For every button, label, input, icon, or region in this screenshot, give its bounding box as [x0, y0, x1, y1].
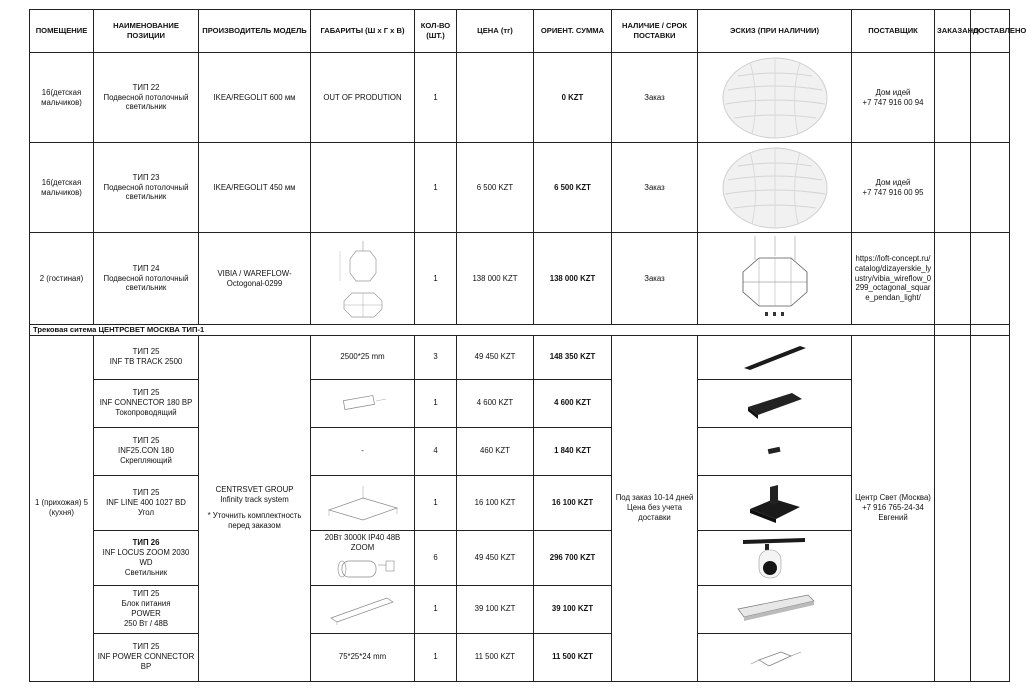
sum-cell: 11 500 KZT [534, 633, 612, 681]
avail-note: Цена без учета доставки [626, 503, 683, 523]
sketch-cell [698, 233, 852, 325]
sum-cell: 138 000 KZT [534, 233, 612, 325]
name-cell [94, 379, 199, 427]
col-avail: НАЛИЧИЕ / СРОК ПОСТАВКИ [612, 10, 698, 53]
avail-cell: Заказ [612, 53, 698, 143]
supplier-cell[interactable]: https://loft-concept.ru/catalog/dizayerskie_lyustry/vibia_wireflow_0299_octagonal_square_pendan_light/ [852, 233, 935, 325]
table-row [30, 335, 1010, 379]
name-cell [94, 530, 199, 585]
octagonal-pendant-icon [725, 236, 825, 322]
paper-lamp-icon [720, 146, 830, 230]
supplier-name: Центр Свет (Москва) [855, 493, 931, 503]
type-label: ТИП 25 [132, 589, 160, 599]
price-cell: 6 500 KZT [457, 143, 534, 233]
qty-cell: 1 [415, 233, 457, 325]
delivered-cell [971, 233, 1010, 325]
connector-drawing-icon [336, 391, 390, 415]
track-model-cell [199, 335, 311, 681]
col-name: НАИМЕНОВАНИЕ ПОЗИЦИИ [94, 10, 199, 53]
supplier-contact: Евгений [878, 513, 908, 523]
dims-cell: 2500*25 mm [311, 335, 415, 379]
col-sketch: ЭСКИЗ (ПРИ НАЛИЧИИ) [698, 10, 852, 53]
supplier-phone: +7 747 916 00 94 [862, 97, 924, 107]
dims-cell: 75*25*24 mm [311, 633, 415, 681]
qty-cell: 3 [415, 335, 457, 379]
room-cell: 16(детская мальчиков) [30, 53, 94, 143]
table-row [30, 233, 1010, 325]
price-cell: 49 450 KZT [457, 530, 534, 585]
sketch-cell [698, 143, 852, 233]
col-dims: ГАБАРИТЫ (Ш х Г х В) [311, 10, 415, 53]
sum-cell: 0 KZT [534, 53, 612, 143]
price-cell: 39 100 KZT [457, 585, 534, 633]
col-delivered: ДОСТАВЛЕНО [971, 10, 1010, 53]
qty-cell: 1 [415, 475, 457, 530]
delivered-cell [971, 335, 1010, 681]
table-row [30, 53, 1010, 143]
type-label: ТИП 25 [132, 642, 160, 652]
connector-icon [740, 385, 810, 421]
sum-cell: 148 350 KZT [534, 335, 612, 379]
model-cell: IKEA/REGOLIT 450 мм [199, 143, 311, 233]
corner-connector-icon [740, 481, 810, 525]
avail-cell: Заказ [612, 143, 698, 233]
type-label: ТИП 22 [132, 82, 160, 92]
supplier-name: Дом идей [875, 87, 911, 97]
corner-drawing-icon [323, 482, 403, 524]
supplier-phone: +7 747 916 00 95 [862, 187, 924, 197]
col-qty: КОЛ-ВО (ШТ.) [415, 10, 457, 53]
name-cell [94, 143, 199, 233]
model-cell: IKEA/REGOLIT 600 мм [199, 53, 311, 143]
delivered-cell [971, 143, 1010, 233]
col-price: ЦЕНА (тг) [457, 10, 534, 53]
ordered-cell [935, 335, 971, 681]
col-room: ПОМЕЩЕНИЕ [30, 10, 94, 53]
system-label: Infinity track system [220, 495, 289, 505]
supplier-cell [852, 53, 935, 143]
ordered-cell [935, 143, 971, 233]
dims-cell: - [311, 427, 415, 475]
section-row [30, 325, 1010, 336]
type-label: ТИП 24 [132, 263, 160, 273]
desc-label: Токопроводящий [115, 408, 177, 418]
sketch-cell [698, 585, 852, 633]
sum-cell: 4 600 KZT [534, 379, 612, 427]
name-cell [94, 427, 199, 475]
desc-label: Скрепляющий [120, 456, 172, 466]
col-supplier: ПОСТАВЩИК [852, 10, 935, 53]
power-connector-icon [745, 640, 805, 674]
type-label: ТИП 25 [132, 388, 160, 398]
price-cell: 11 500 KZT [457, 633, 534, 681]
name-cell [94, 633, 199, 681]
spotlight-icon [735, 534, 815, 582]
spotlight-drawing-icon [328, 553, 398, 583]
desc-label: INF TB TRACK 2500 [109, 357, 183, 367]
name-cell [94, 53, 199, 143]
sum-cell: 39 100 KZT [534, 585, 612, 633]
qty-cell: 4 [415, 427, 457, 475]
desc-label: Подвесной потолочный светильник [103, 92, 189, 112]
sketch-cell [698, 530, 852, 585]
type-label: ТИП 25 [132, 347, 160, 357]
model-note: * Уточнить комплектность перед заказом [207, 511, 302, 531]
qty-cell: 6 [415, 530, 457, 585]
dims-cell: OUT OF PRODUTION [311, 53, 415, 143]
desc-label: INF POWER CONNECTOR [97, 652, 195, 662]
col-maker: ПРОИЗВОДИТЕЛЬ МОДЕЛЬ [199, 10, 311, 53]
desc-label: INF LINE 400 1027 BD [106, 497, 186, 507]
maker-label: CENTRSVET GROUP [215, 485, 294, 495]
desc-label: 250 Вт / 48В [123, 619, 169, 629]
avail-line: Под заказ 10-14 дней [615, 493, 694, 503]
clip-icon [760, 444, 790, 458]
sketch-cell [698, 53, 852, 143]
desc-label: INF25.CON 180 [118, 446, 174, 456]
paper-lamp-icon [720, 56, 830, 140]
dims-cell [311, 530, 415, 585]
supplier-phone: +7 916 765-24-34 [862, 503, 924, 513]
section-ordered [935, 325, 971, 336]
desc-label: INF CONNECTOR 180 BP [99, 398, 193, 408]
col-sum: ОРИЕНТ. СУММА [534, 10, 612, 53]
desc-label: Угол [138, 507, 154, 517]
price-cell: 4 600 KZT [457, 379, 534, 427]
track-room-cell: 1 (прихожая) 5 (кухня) [30, 335, 94, 681]
dims-cell [311, 585, 415, 633]
sketch-cell [698, 475, 852, 530]
section-title: Трековая ситема ЦЕНТРСВЕТ МОСКВА ТИП-1 [30, 325, 935, 336]
model-cell: VIBIA / WAREFLOW-Octogonal-0299 [199, 233, 311, 325]
dims-cell [311, 143, 415, 233]
name-cell [94, 233, 199, 325]
sketch-cell [698, 633, 852, 681]
sketch-cell [698, 379, 852, 427]
type-label: ТИП 26 [132, 537, 160, 547]
table-row [30, 143, 1010, 233]
section-delivered [971, 325, 1010, 336]
dims-cell [311, 475, 415, 530]
qty-cell: 1 [415, 585, 457, 633]
track-avail-cell [612, 335, 698, 681]
supplier-name: Дом идей [875, 177, 911, 187]
price-cell [457, 53, 534, 143]
type-label: ТИП 23 [132, 172, 160, 182]
price-cell: 16 100 KZT [457, 475, 534, 530]
col-ordered: ЗАКАЗАНО [935, 10, 971, 53]
ordered-cell [935, 233, 971, 325]
qty-cell: 1 [415, 633, 457, 681]
price-cell: 49 450 KZT [457, 335, 534, 379]
name-cell [94, 585, 199, 633]
sum-cell: 16 100 KZT [534, 475, 612, 530]
supplier-cell [852, 143, 935, 233]
dimension-drawing-icon [328, 237, 398, 321]
desc-label: Светильник [124, 567, 168, 577]
qty-cell: 1 [415, 53, 457, 143]
ordered-cell [935, 53, 971, 143]
type-label: ТИП 25 [132, 487, 160, 497]
sketch-cell [698, 427, 852, 475]
room-cell: 2 (гостиная) [30, 233, 94, 325]
desc-label: Подвесной потолочный светильник [103, 182, 189, 202]
spec-sheet [29, 9, 1026, 682]
sum-cell: 1 840 KZT [534, 427, 612, 475]
desc-label: BP [140, 662, 152, 672]
type-label: ТИП 25 [132, 436, 160, 446]
price-cell: 138 000 KZT [457, 233, 534, 325]
sketch-cell [698, 335, 852, 379]
dims-cell [311, 233, 415, 325]
sum-cell: 296 700 KZT [534, 530, 612, 585]
desc-label: POWER [131, 609, 161, 619]
name-cell [94, 335, 199, 379]
power-supply-drawing-icon [325, 592, 401, 626]
track-supplier-cell [852, 335, 935, 681]
track-rail-icon [740, 342, 810, 372]
power-supply-icon [732, 589, 818, 629]
price-cell: 460 KZT [457, 427, 534, 475]
name-cell [94, 475, 199, 530]
desc-label: Подвесной потолочный светильник [103, 273, 189, 293]
header-row [30, 10, 1010, 53]
delivered-cell [971, 53, 1010, 143]
dims-cell [311, 379, 415, 427]
desc-label: Блок питания [121, 599, 171, 609]
qty-cell: 1 [415, 379, 457, 427]
avail-cell: Заказ [612, 233, 698, 325]
qty-cell: 1 [415, 143, 457, 233]
spec-table [29, 9, 1026, 682]
room-cell: 16(детская мальчиков) [30, 143, 94, 233]
dims-spec: 20Вт 3000К IP40 48В ZOOM [324, 532, 401, 552]
desc-label: INF LOCUS ZOOM 2030 WD [102, 547, 190, 567]
sum-cell: 6 500 KZT [534, 143, 612, 233]
